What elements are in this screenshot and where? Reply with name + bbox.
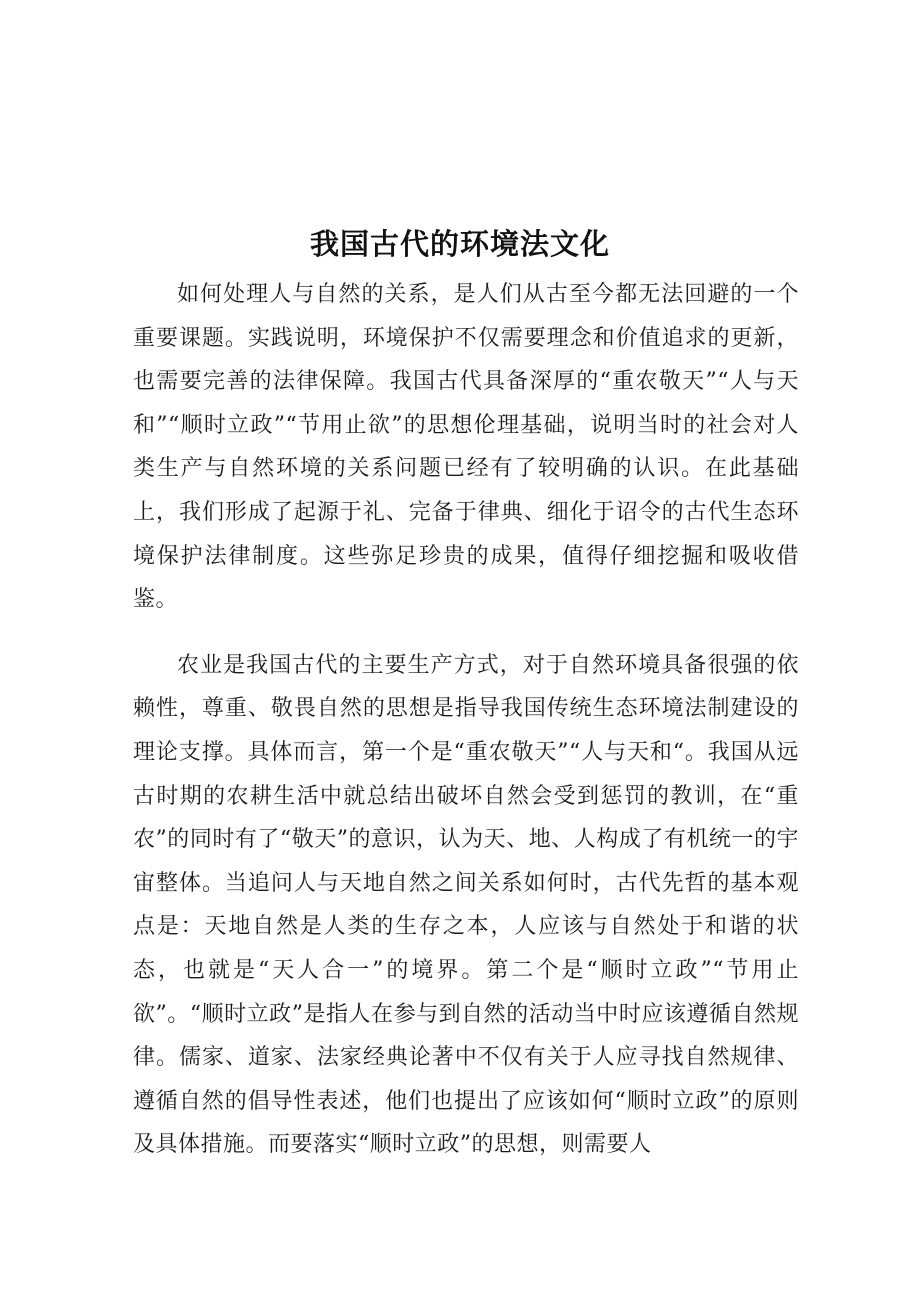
document-title: 我国古代的环境法文化 — [309, 227, 610, 261]
paragraph-agriculture: 农业是我国古代的主要生产方式，对于自然环境具备很强的依赖性，尊重、敬畏自然的思想是指导我国传统生态环境法制建设的理论支撑。具体而言，第一个是“重农敬天”“人与天和“。我国从远古时期的农耕生活中就总结出破坏自然会受到惩罚的教训，在“重农”的同时有了“敬天”的意识，认为天、地、人构成了有机统一的宇宙整体。当追问人与天地自然之间关系如何时，古代先哲的基本观点是：天地自然是人类的生存之本，人应该与自然处于和谐的状态，也就是“天人合一”的境界。第二个是“顺时立政”“节用止欲”。“顺时立政”是指人在参与到自然的活动当中时应该遵循自然规律。儒家、道家、法家经典论著中不仅有关于人应寻找自然规律、遵循自然的倡导性表述，他们也提出了应该如何“顺时立政”的原则及具体措施。而要落实“顺时立政”的思想，则需要人 — [133, 652, 799, 1158]
document-body — [133, 273, 799, 1167]
paragraph-intro: 如何处理人与自然的关系，是人们从古至今都无法回避的一个重要课题。实践说明，环境保护不仅需要理念和价值追求的更新，也需要完善的法律保障。我国古代具备深厚的“重农敬天”“人与天和”“顺时立政”“节用止欲”的思想伦理基础，说明当时的社会对人类生产与自然环境的关系问题已经有了较明确的认识。在此基础上，我们形成了起源于礼、完备于律典、细化于诏令的古代生态环境保护法律制度。这些弥足珍贵的成果，值得仔细挖掘和吸收借鉴。 — [133, 282, 799, 613]
